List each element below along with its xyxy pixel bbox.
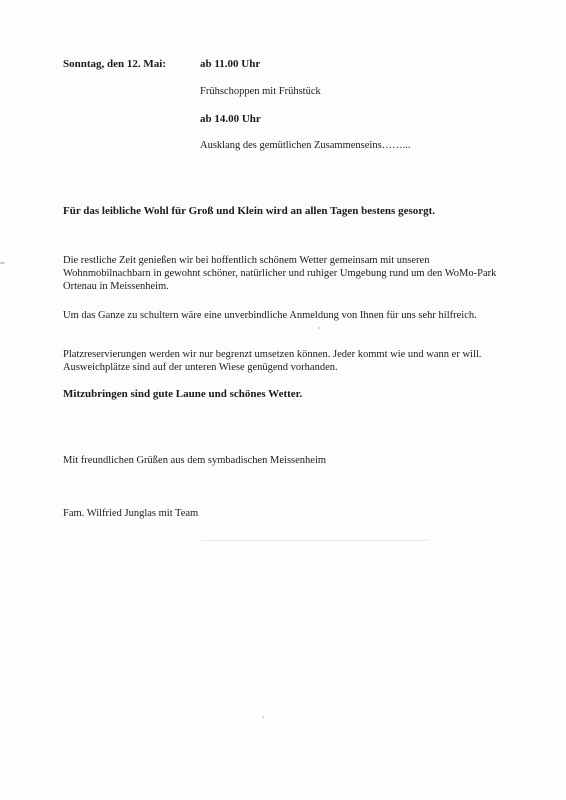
schedule-time-1: ab 11.00 Uhr bbox=[200, 58, 261, 70]
schedule-day-label: Sonntag, den 12. Mai: bbox=[63, 58, 166, 70]
scan-speck bbox=[262, 716, 264, 718]
paragraph-registration: Um das Ganze zu schultern wäre eine unverbindliche Anmeldung von Ihnen für uns sehr hilfreich. bbox=[63, 310, 477, 321]
schedule-event-2: Ausklang des gemütlichen Zusammenseins……... bbox=[200, 140, 411, 151]
closing-greeting: Mit freundlichen Grüßen aus dem symbadischen Meissenheim bbox=[63, 455, 327, 466]
scan-speck bbox=[318, 327, 320, 329]
paragraph-intro: Die restliche Zeit genießen wir bei hoffentlich schönem Wetter gemeinsam mit unseren Wohnmobilnachbarn in gewohnt schöner, natürlicher und ruhiger Umgebung rund um den WoMo-Park Ortenau in Meissenheim. bbox=[63, 255, 497, 292]
schedule-time-2: ab 14.00 Uhr bbox=[200, 113, 261, 125]
wellbeing-notice: Für das leibliche Wohl für Groß und Klein wird an allen Tagen bestens gesorgt. bbox=[63, 205, 436, 217]
scan-speck bbox=[200, 540, 430, 541]
paragraph-reservations: Platzreservierungen werden wir nur begrenzt umsetzen können. Jeder kommt wie und wann er will. Ausweichplätze sind auf der unteren Wiese genügend vorhanden. bbox=[63, 349, 482, 373]
scan-speck bbox=[0, 262, 5, 264]
schedule-event-1: Frühschoppen mit Frühstück bbox=[200, 86, 321, 97]
bring-along-note: Mitzubringen sind gute Laune und schönes Wetter. bbox=[63, 388, 303, 400]
signature: Fam. Wilfried Junglas mit Team bbox=[63, 508, 199, 519]
